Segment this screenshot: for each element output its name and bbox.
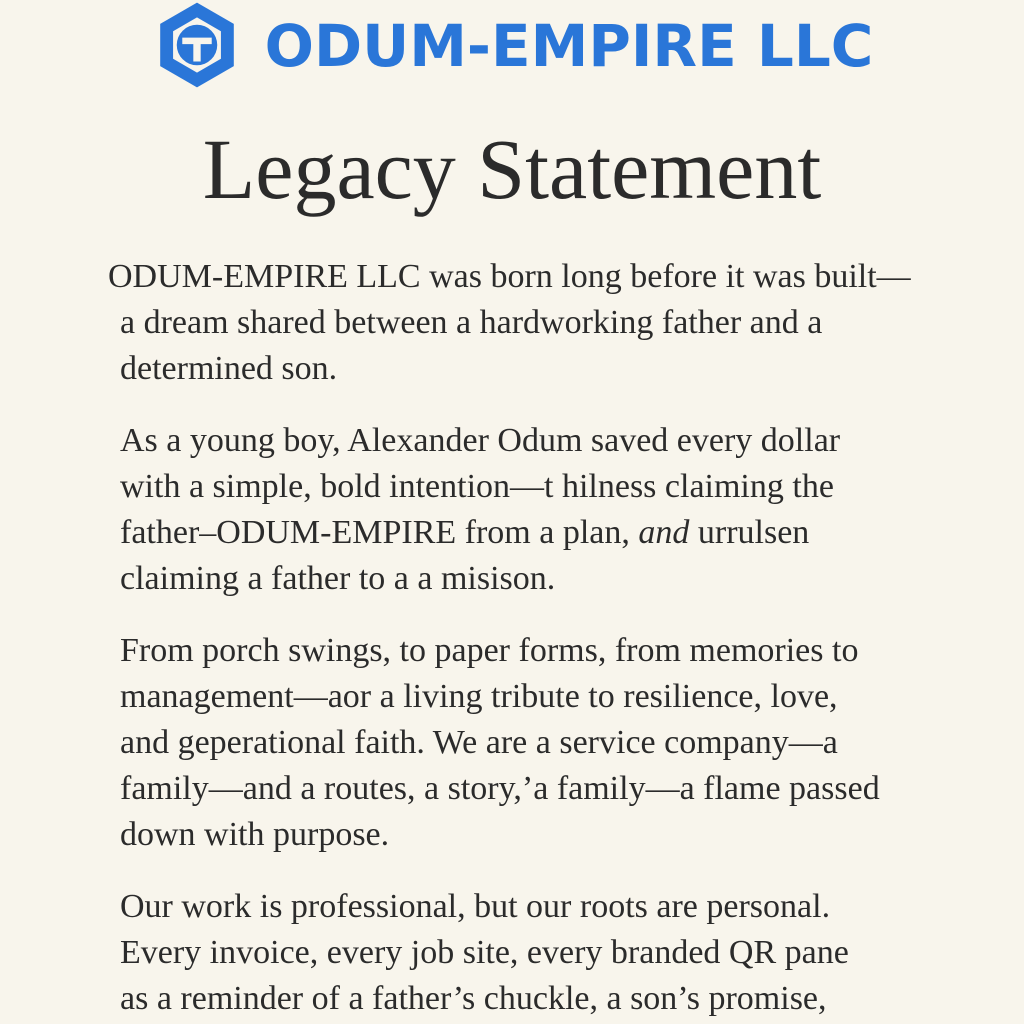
paragraph-4-line-3: as a reminder of a father’s chuckle, a son’s promise, (120, 980, 827, 1017)
paragraph-4-line-1: Our work is professional, but our roots are personal. (120, 888, 831, 925)
paragraph-2-line-3-end: urrulsen (689, 514, 810, 551)
paragraph-1-line-3: determined son. (120, 350, 338, 387)
paragraph-4-line-2: Every invoice, every job site, every branded QR pane (120, 934, 849, 971)
paragraph-2-line-3-start: father–ODUM-EMPIRE from a plan, (120, 514, 639, 551)
paragraph-3-line-2: management—aor a living tribute to resilience, love, (120, 678, 838, 715)
paragraph-1-line-1: ODUM-EMPIRE LLC was born long before it was built— (108, 258, 911, 295)
paragraph-2-line-3 (120, 510, 809, 556)
paragraph-2-line-1: As a young boy, Alexander Odum saved every dollar (120, 422, 841, 459)
paragraph-3-line-1: From porch swings, to paper forms, from memories to (120, 632, 859, 669)
paragraph-1-line-2: a dream shared between a hardworking father and a (120, 304, 823, 341)
paragraph-3-line-4: family—and a routes, a story,’a family—a flame passed (120, 770, 880, 807)
company-name: ODUM-EMPIRE LLC (264, 12, 874, 80)
paragraph-3-line-5: down with purpose. (120, 816, 390, 853)
hexagon-t-logo-icon (151, 0, 243, 91)
paragraph-2-line-3-italic: and (638, 514, 690, 551)
paragraph-2-line-2: with a simple, bold intention—t hilness claiming the (120, 468, 834, 505)
letterhead (0, 0, 1024, 92)
paragraph-2-line-4: claiming a father to a a misison. (120, 560, 556, 597)
paragraph-3-line-3: and geperational faith. We are a service company—a (120, 724, 838, 761)
page-title: Legacy Statement (202, 121, 822, 217)
